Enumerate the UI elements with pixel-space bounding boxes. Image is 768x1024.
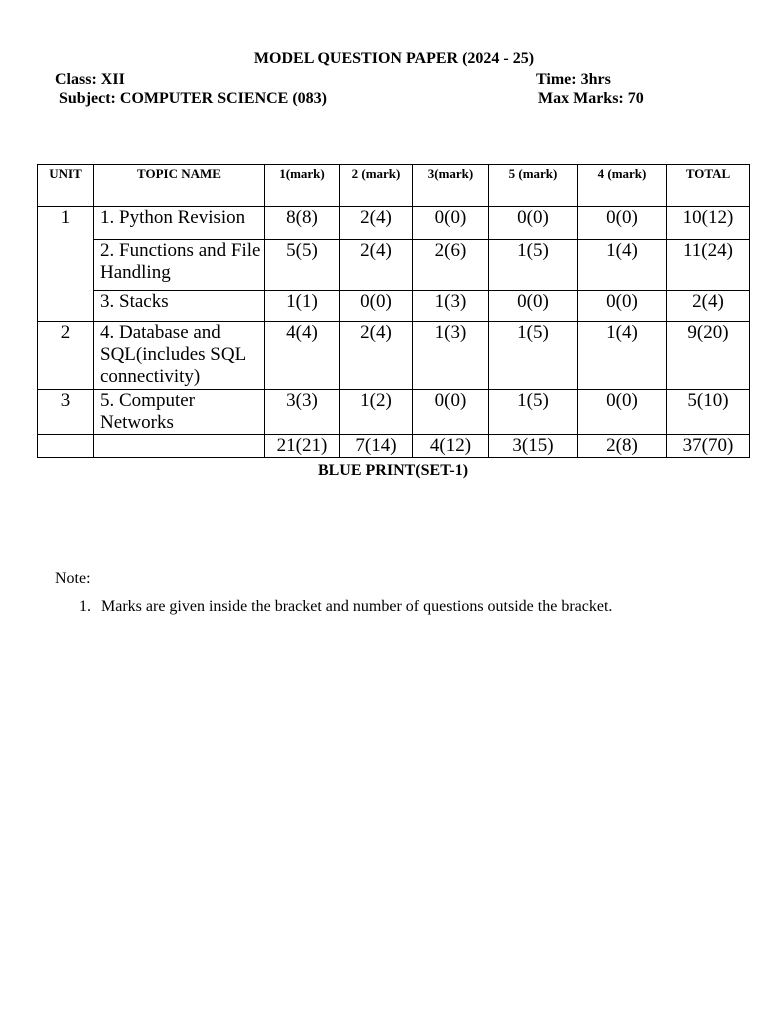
table-cell: 1(2) (340, 390, 413, 435)
header-1-mark: 1(mark) (265, 165, 340, 207)
table-cell: 1(5) (489, 390, 578, 435)
table-cell: 1(1) (265, 291, 340, 322)
grand-total-cell: 37(70) (667, 435, 750, 458)
table-cell: 0(0) (489, 207, 578, 240)
table-cell: 0(0) (578, 207, 667, 240)
header-topic-name: TOPIC NAME (94, 165, 265, 207)
table-cell: 1(4) (578, 322, 667, 390)
topic-cell: 3. Stacks (94, 291, 265, 322)
table-cell: 1(5) (489, 322, 578, 390)
paper-title: MODEL QUESTION PAPER (2024 - 25) (253, 50, 535, 67)
note-item (79, 598, 612, 616)
totals-cell: 2(8) (578, 435, 667, 458)
total-cell: 10(12) (667, 207, 750, 240)
table-cell: 1(3) (413, 322, 489, 390)
table-cell: 0(0) (340, 291, 413, 322)
header-unit: UNIT (38, 165, 94, 207)
topic-cell: 5. Computer Networks (94, 390, 265, 435)
unit-cell: 3 (38, 390, 94, 435)
totals-cell: 7(14) (340, 435, 413, 458)
unit-cell: 2 (38, 322, 94, 390)
header-4-mark: 4 (mark) (578, 165, 667, 207)
total-cell: 9(20) (667, 322, 750, 390)
class-label: Class: XII (55, 71, 125, 88)
header-row (38, 165, 750, 207)
header-3-mark: 3(mark) (413, 165, 489, 207)
table-cell: 2(4) (340, 240, 413, 291)
unit-cell: 1 (38, 207, 94, 322)
table-cell: 0(0) (413, 207, 489, 240)
empty-cell (38, 435, 94, 458)
blueprint-table (37, 164, 750, 458)
time-label: Time: 3hrs (536, 71, 611, 88)
table-row (38, 207, 750, 240)
table-cell: 2(4) (340, 207, 413, 240)
table-cell: 2(4) (340, 322, 413, 390)
subject-label: Subject: COMPUTER SCIENCE (083) (59, 90, 327, 107)
table-row (38, 322, 750, 390)
table-row (38, 390, 750, 435)
totals-cell: 4(12) (413, 435, 489, 458)
table-cell: 1(5) (489, 240, 578, 291)
totals-row (38, 435, 750, 458)
table-cell: 1(4) (578, 240, 667, 291)
header-5-mark: 5 (mark) (489, 165, 578, 207)
topic-cell: 1. Python Revision (94, 207, 265, 240)
topic-cell: 4. Database and SQL(includes SQL connectivity) (94, 322, 265, 390)
table-cell: 0(0) (489, 291, 578, 322)
table-cell: 3(3) (265, 390, 340, 435)
note-item-number: 1. (79, 598, 91, 615)
table-cell: 0(0) (578, 291, 667, 322)
table-cell: 0(0) (413, 390, 489, 435)
header-2-mark: 2 (mark) (340, 165, 413, 207)
total-cell: 5(10) (667, 390, 750, 435)
note-item-text: Marks are given inside the bracket and number of questions outside the bracket. (101, 598, 613, 615)
table-row (38, 240, 750, 291)
max-marks-label: Max Marks: 70 (538, 90, 644, 107)
note-label: Note: (55, 570, 91, 587)
empty-cell (94, 435, 265, 458)
total-cell: 2(4) (667, 291, 750, 322)
total-cell: 11(24) (667, 240, 750, 291)
table-cell: 4(4) (265, 322, 340, 390)
table-row (38, 291, 750, 322)
table-cell: 1(3) (413, 291, 489, 322)
table-cell: 5(5) (265, 240, 340, 291)
table-cell: 0(0) (578, 390, 667, 435)
totals-cell: 21(21) (265, 435, 340, 458)
totals-cell: 3(15) (489, 435, 578, 458)
topic-cell: 2. Functions and File Handling (94, 240, 265, 291)
table-caption: BLUE PRINT(SET-1) (317, 462, 469, 479)
table-cell: 2(6) (413, 240, 489, 291)
header-total: TOTAL (667, 165, 750, 207)
table-cell: 8(8) (265, 207, 340, 240)
